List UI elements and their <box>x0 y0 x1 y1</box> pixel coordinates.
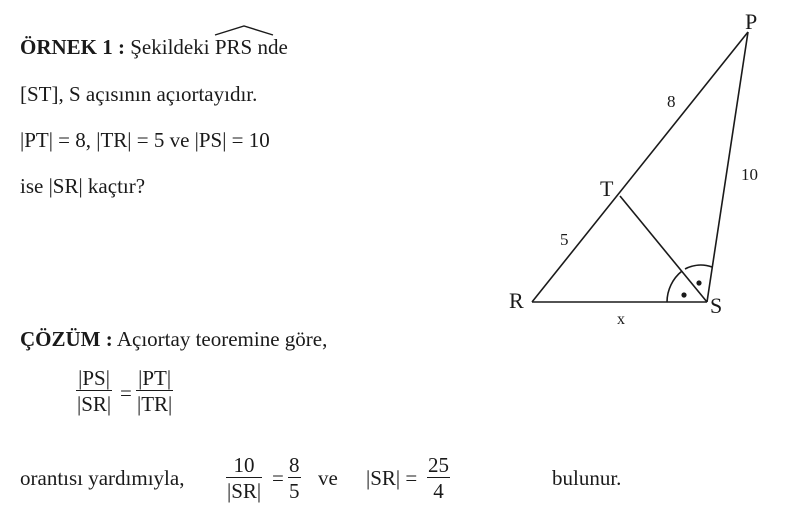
vertex-s-label: S <box>710 293 723 318</box>
connector-ve: ve <box>318 466 338 490</box>
vertex-t-label: T <box>600 176 614 201</box>
problem-line-4: ise |SR| kaçtır? <box>20 174 146 198</box>
problem-line-3: |PT| = 8, |TR| = 5 ve |PS| = 10 <box>20 128 270 152</box>
sr-label: |SR| = <box>366 466 418 490</box>
equals-sign-2: = <box>272 466 284 490</box>
fraction-10-sr: 10 |SR| <box>227 453 262 504</box>
length-pt-label: 8 <box>667 92 676 111</box>
example-label: ÖRNEK 1 : <box>20 35 125 59</box>
problem-line1-pre: Şekildeki <box>130 35 210 59</box>
angle-mark-dot-1 <box>681 292 686 297</box>
side-rp <box>532 32 748 302</box>
result-text: bulunur. <box>552 466 622 490</box>
fraction-25-4: 25 4 <box>428 453 449 504</box>
fraction-8-5: 8 5 <box>289 453 300 504</box>
angle-arc-inner <box>667 271 682 302</box>
fraction-ps-sr: |PS| |SR| <box>77 366 112 417</box>
length-ps-label: 10 <box>741 165 758 184</box>
solution-label: ÇÖZÜM : <box>20 327 113 351</box>
bisector-st <box>620 196 707 302</box>
problem-line-2: [ST], S açısının açıortayıdır. <box>20 82 258 106</box>
length-sr-label: x <box>617 311 625 328</box>
triangle-name: PRS <box>215 35 252 59</box>
fraction-pt-tr: |PT| |TR| <box>137 366 173 417</box>
solution-intro: Açıortay teoremine göre, <box>116 327 328 351</box>
problem-line1-post: nde <box>257 35 288 59</box>
angle-mark-dot-2 <box>696 280 701 285</box>
equals-sign-1: = <box>120 381 132 405</box>
solution-line-pre: orantısı yardımıyla, <box>20 466 185 490</box>
vertex-p-label: P <box>745 9 758 34</box>
vertex-r-label: R <box>509 288 524 313</box>
solution-line-1 <box>20 327 327 351</box>
angle-arc-outer <box>685 265 712 269</box>
length-tr-label: 5 <box>560 230 569 249</box>
